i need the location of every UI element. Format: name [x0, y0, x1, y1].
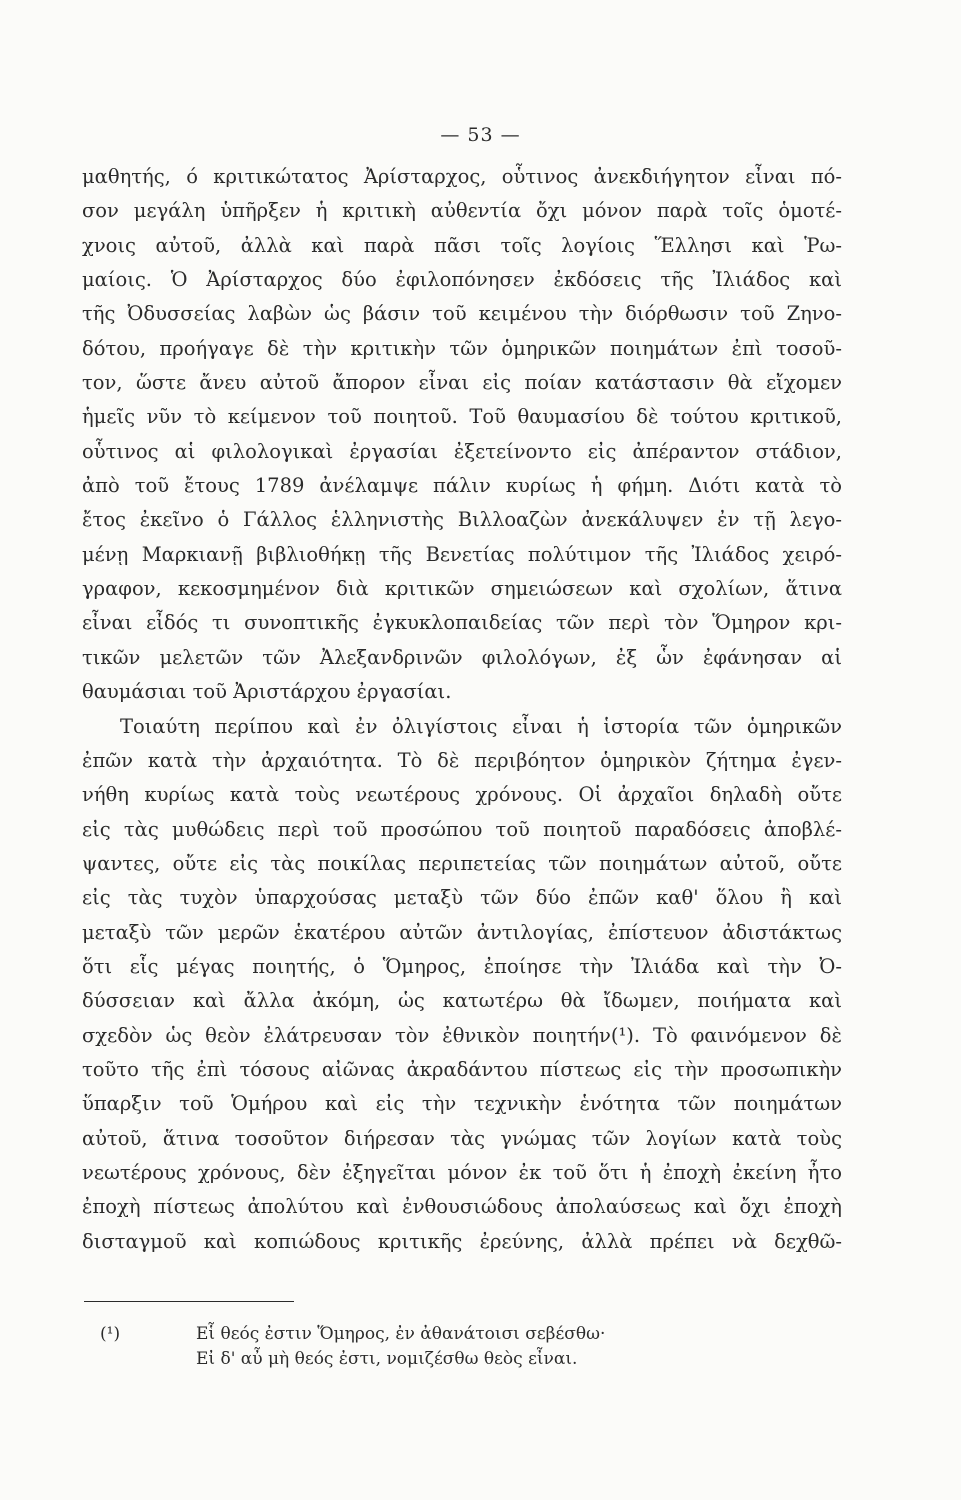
text-line: τικῶν μελετῶν τῶν Ἀλεξανδρινῶν φιλολόγων, ἐξ ὧν ἐφάνησαν αἱ — [82, 645, 842, 669]
text-line: μαίοις. Ὁ Ἀρίσταρχος δύο ἐφιλοπόνησεν ἐκδόσεις τῆς Ἰλιάδος καὶ — [82, 268, 842, 292]
text-line: γραφον, κεκοσμημένον διὰ κριτικῶν σημειώσεων καὶ σχολίων, ἅτινα — [82, 577, 842, 601]
text-line: μαθητής, ό κριτικώτατος Ἀρίσταρχος, οὗτινος ἀνεκδιήγητον εἶναι πό- — [82, 165, 842, 188]
footnote-marker: (¹) — [100, 1324, 121, 1344]
footnote — [100, 1322, 720, 1372]
text-line: εἰς τὰς μυθώδεις περὶ τοῦ προσώπου τοῦ ποιητοῦ παραδόσεις ἀποβλέ- — [82, 817, 842, 841]
text-line: ἐπῶν κατὰ τὴν ἀρχαιότητα. Τὸ δὲ περιβόητον ὁμηρικὸν ζήτημα ἐγεν- — [82, 748, 842, 772]
text-line: σον μεγάλη ὑπῆρξεν ἡ κριτικὴ αὐθεντία ὄχι μόνον παρὰ τοῖς ὁμοτέ- — [82, 199, 842, 223]
text-line: ψαντες, οὔτε εἰς τὰς ποικίλας περιπετείας τῶν ποιημάτων αὐτοῦ, οὔτε — [82, 851, 842, 875]
text-line: ἀπὸ τοῦ ἔτους 1789 ἀνέλαμψε πάλιν κυρίως ἡ φήμη. Διότι κατὰ τὸ — [82, 474, 842, 498]
text-line: τον, ὥστε ἄνευ αὐτοῦ ἄπορον εἶναι εἰς ποίαν κατάστασιν θὰ εἴχομεν — [82, 371, 842, 395]
text-line: δύσσειαν καὶ ἄλλα ἀκόμη, ὡς κατωτέρω θὰ ἴδωμεν, ποιήματα καὶ — [82, 989, 842, 1013]
text-line: εἶναι εἶδός τι συνοπτικῆς ἐγκυκλοπαιδείας τῶν περὶ τὸν Ὅμηρον κρι- — [82, 611, 842, 635]
page-number: — 53 — — [440, 124, 521, 146]
text-line: τῆς Ὀδυσσείας λαβὼν ὡς βάσιν τοῦ κειμένου τὴν διόρθωσιν τοῦ Ζηνο- — [82, 302, 842, 326]
footnote-line: Εἰ δ' αὖ μὴ θεός ἐστι, νομιζέσθω θεὸς εἶναι. — [196, 1349, 578, 1369]
paragraph-start-line: Τοιαύτη περίπου καὶ ἐν ὀλιγίστοις εἶναι ἡ ἱστορία τῶν ὁμηρικῶν — [120, 714, 842, 738]
text-line: μένῃ Μαρκιανῇ βιβλιοθήκῃ τῆς Βενετίας πολύτιμον τῆς Ἰλιάδος χειρό- — [82, 542, 842, 566]
text-line: ὅτι εἷς μέγας ποιητής, ὁ Ὅμηρος, ἐποίησε τὴν Ἰλιάδα καὶ τὴν Ὀ- — [82, 954, 842, 978]
text-line: τοῦτο τῆς ἐπὶ τόσους αἰῶνας ἀκραδάντου πίστεως εἰς τὴν προσωπικὴν — [82, 1057, 842, 1081]
text-line: αὐτοῦ, ἅτινα τοσοῦτον διήρεσαν τὰς γνώμας τῶν λογίων κατὰ τοὺς — [82, 1126, 842, 1150]
text-line: νεωτέρους χρόνους, δὲν ἐξηγεῖται μόνον ἐκ τοῦ ὅτι ἡ ἐποχὴ ἐκείνη ἦτο — [82, 1160, 842, 1184]
paragraph-end-line: θαυμάσιαι τοῦ Ἀριστάρχου ἐργασίαι. — [82, 680, 452, 704]
text-line: ἔτος ἐκεῖνο ὁ Γάλλος ἑλληνιστὴς Βιλλοαζὼν ἀνεκάλυψεν ἐν τῇ λεγο- — [82, 508, 842, 532]
text-line: εἰς τὰς τυχὸν ὑπαρχούσας μεταξὺ τῶν δύο ἐπῶν καθ' ὅλου ἢ καὶ — [82, 886, 842, 910]
body-text — [82, 160, 842, 1259]
text-line: μεταξὺ τῶν μερῶν ἑκατέρου αὐτῶν ἀντιλογίας, ἐπίστευον ἀδιστάκτως — [82, 920, 842, 944]
text-line: δισταγμοῦ καὶ κοπιώδους κριτικῆς ἐρεύνης, ἀλλὰ πρέπει νὰ δεχθῶ- — [82, 1229, 842, 1253]
text-line: χνοις αὐτοῦ, ἀλλὰ καὶ παρὰ πᾶσι τοῖς λογίοις Ἕλλησι καὶ Ῥω- — [82, 233, 842, 257]
text-line: νήθη κυρίως κατὰ τοὺς νεωτέρους χρόνους. Οἱ ἀρχαῖοι δηλαδὴ οὔτε — [82, 783, 842, 807]
text-line: οὗτινος αἱ φιλολογικαὶ ἐργασίαι ἐξετείνοντο εἰς ἀπέραντον στάδιον, — [82, 439, 842, 463]
text-line: σχεδὸν ὡς θεὸν ἐλάτρευσαν τὸν ἐθνικὸν ποιητήν(¹). Τὸ φαινόμενον δὲ — [82, 1023, 842, 1047]
footnote-line: Εἷ θεός ἐστιν Ὅμηρος, ἐν ἀθανάτοισι σεβέσθω· — [196, 1324, 606, 1344]
footnote-divider — [84, 1301, 294, 1302]
text-line: δότου, προήγαγε δὲ τὴν κριτικὴν τῶν ὁμηρικῶν ποιημάτων ἐπὶ τοσοῦ- — [82, 336, 842, 360]
text-line: ἡμεῖς νῦν τὸ κείμενον τοῦ ποιητοῦ. Τοῦ θαυμασίου δὲ τούτου κριτικοῦ, — [82, 405, 842, 429]
text-line: ἐποχὴ πίστεως ἀπολύτου καὶ ἐνθουσιώδους ἀπολαύσεως καὶ ὄχι ἐποχὴ — [82, 1195, 842, 1219]
text-line: ὕπαρξιν τοῦ Ὁμήρου καὶ εἰς τὴν τεχνικὴν ἑνότητα τῶν ποιημάτων — [82, 1092, 842, 1116]
